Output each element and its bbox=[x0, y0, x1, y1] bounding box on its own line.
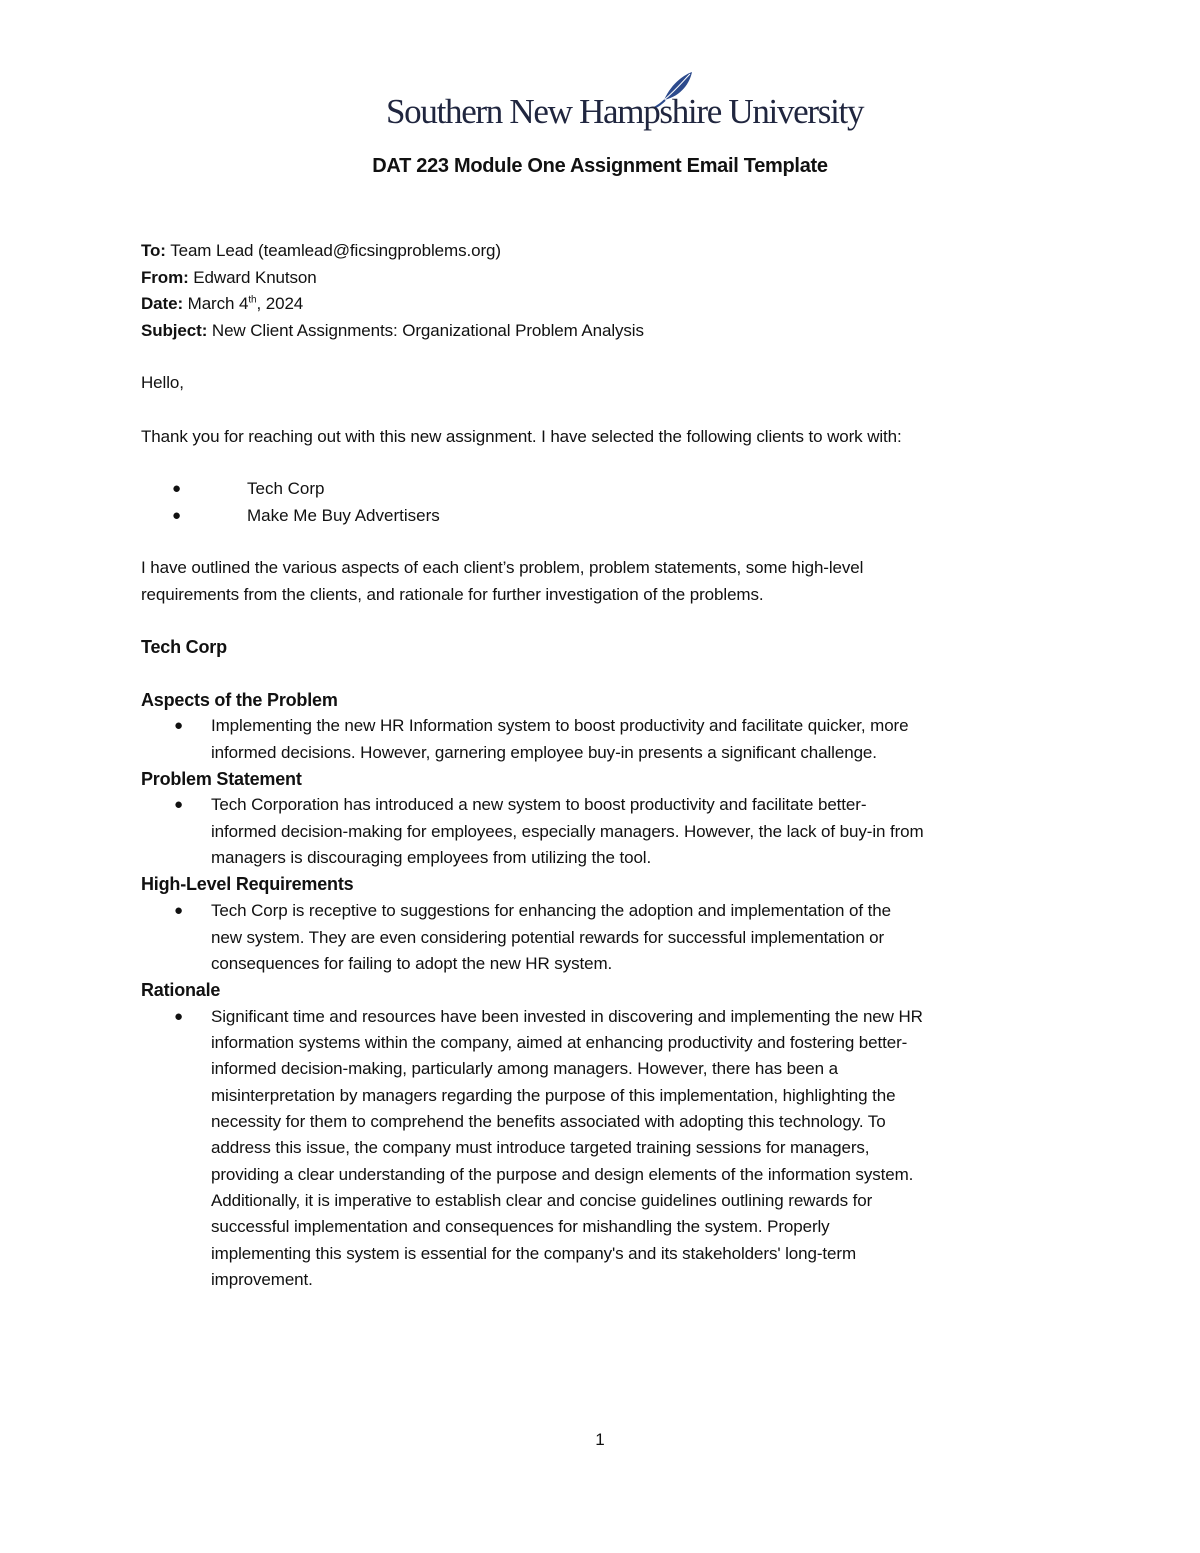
date-suffix: , 2024 bbox=[256, 294, 304, 313]
intro-paragraph: Thank you for reaching out with this new assignment. I have selected the following clients to work with: bbox=[141, 427, 902, 446]
rationale-line: successful implementation and consequences for mishandling the system. Properly bbox=[211, 1217, 830, 1236]
from-line bbox=[141, 265, 317, 292]
logo-wordmark: Southern New Hampshire University bbox=[386, 92, 864, 131]
university-logo bbox=[386, 70, 864, 140]
bullet-icon: ● bbox=[172, 507, 182, 524]
rationale-line: information systems within the company, aimed at enhancing productivity and fostering better- bbox=[211, 1033, 908, 1052]
bullet-icon: ● bbox=[174, 902, 184, 919]
aspects-line: Implementing the new HR Information system to boost productivity and facilitate quicker, more bbox=[211, 716, 909, 735]
bullet-icon: ● bbox=[174, 796, 184, 813]
subject-value: New Client Assignments: Organizational Problem Analysis bbox=[211, 321, 644, 340]
page-number: 1 bbox=[595, 1430, 605, 1449]
bullet-icon: ● bbox=[174, 1008, 184, 1025]
requirements-line: Tech Corp is receptive to suggestions for enhancing the adoption and implementation of the bbox=[211, 901, 891, 920]
rationale-line: improvement. bbox=[211, 1270, 313, 1289]
to-label: To: bbox=[141, 241, 166, 260]
outline-line: requirements from the clients, and rationale for further investigation of the problems. bbox=[141, 585, 764, 604]
outline-line: I have outlined the various aspects of each client’s problem, problem statements, some high-level bbox=[141, 558, 864, 577]
rationale-line: misinterpretation by managers regarding the purpose of this implementation, highlighting the bbox=[211, 1086, 896, 1105]
date-prefix: March 4 bbox=[187, 294, 249, 313]
rationale-line: address this issue, the company must introduce targeted training sessions for managers, bbox=[211, 1138, 870, 1157]
rationale-line: Significant time and resources have been invested in discovering and implementing the new HR bbox=[211, 1007, 923, 1026]
rationale-heading: Rationale bbox=[141, 980, 221, 1000]
statement-heading: Problem Statement bbox=[141, 769, 302, 789]
document-title: DAT 223 Module One Assignment Email Template bbox=[372, 155, 828, 177]
from-label: From: bbox=[141, 268, 189, 287]
statement-line: Tech Corporation has introduced a new system to boost productivity and facilitate better- bbox=[211, 795, 867, 814]
from-value: Edward Knutson bbox=[193, 268, 317, 287]
client-item: Tech Corp bbox=[247, 479, 325, 498]
subject-line bbox=[141, 318, 644, 345]
date-sup: th bbox=[248, 294, 257, 306]
rationale-line: implementing this system is essential for the company's and its stakeholders' long-term bbox=[211, 1244, 857, 1263]
date-line bbox=[141, 291, 303, 318]
aspects-line: informed decisions. However, garnering employee buy-in presents a significant challenge. bbox=[211, 743, 877, 762]
date-label: Date: bbox=[141, 294, 184, 313]
aspects-heading: Aspects of the Problem bbox=[141, 690, 338, 710]
to-line bbox=[141, 238, 501, 265]
rationale-line: providing a clear understanding of the purpose and design elements of the information system. bbox=[211, 1165, 914, 1184]
greeting: Hello, bbox=[141, 373, 184, 392]
rationale-line: Additionally, it is imperative to establish clear and concise guidelines outlining rewards for bbox=[211, 1191, 873, 1210]
to-value: Team Lead (teamlead@ficsingproblems.org) bbox=[170, 241, 501, 260]
statement-line: informed decision-making for employees, especially managers. However, the lack of buy-in from bbox=[211, 822, 924, 841]
section-heading: Tech Corp bbox=[141, 637, 227, 657]
requirements-line: consequences for failing to adopt the new HR system. bbox=[211, 954, 613, 973]
requirements-heading: High-Level Requirements bbox=[141, 874, 354, 894]
client-item: Make Me Buy Advertisers bbox=[247, 506, 440, 525]
bullet-icon: ● bbox=[174, 717, 184, 734]
bullet-icon: ● bbox=[172, 480, 182, 497]
requirements-line: new system. They are even considering potential rewards for successful implementation or bbox=[211, 928, 885, 947]
rationale-line: necessity for them to comprehend the benefits associated with adopting this technology. To bbox=[211, 1112, 886, 1131]
statement-line: managers is discouraging employees from utilizing the tool. bbox=[211, 848, 652, 867]
subject-label: Subject: bbox=[141, 321, 208, 340]
rationale-line: informed decision-making, particularly among managers. However, there has been a bbox=[211, 1059, 838, 1078]
